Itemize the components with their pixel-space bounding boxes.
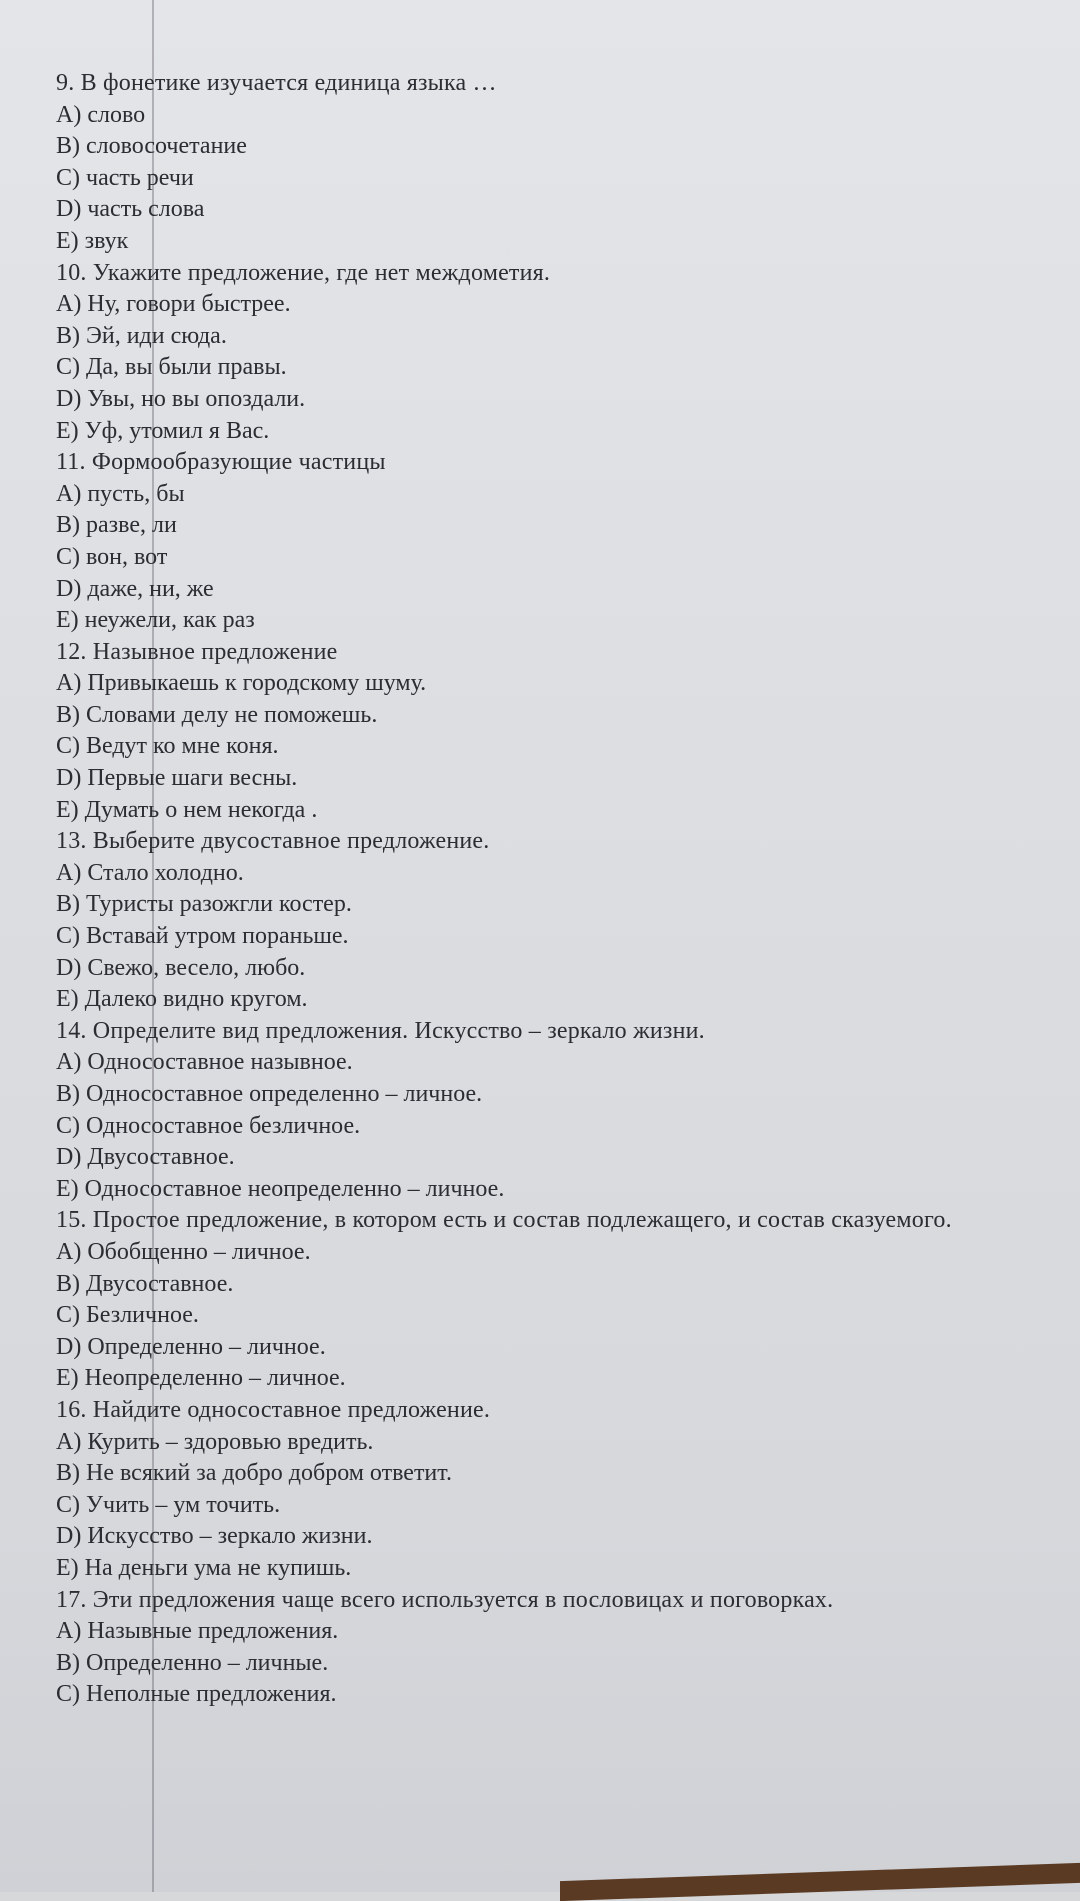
answer-option: E) Односоставное неопределенно – личное. (56, 1175, 505, 1202)
answer-option: A) Привыкаешь к городскому шуму. (56, 670, 427, 697)
answer-option: A) пусть, бы (56, 480, 185, 507)
answer-option: D) Искусство – зеркало жизни. (56, 1523, 373, 1550)
test-questions (56, 68, 1066, 1711)
question-stem: 10. Укажите предложение, где нет междометия. (56, 259, 551, 286)
question-16 (56, 1395, 1066, 1585)
question-17 (56, 1585, 1066, 1711)
answer-option: C) Учить – ум точить. (56, 1491, 281, 1518)
answer-option: E) Уф, утомил я Вас. (56, 417, 270, 444)
answer-option: B) Словами делу не поможешь. (56, 701, 378, 728)
answer-option: E) На деньги ума не купишь. (56, 1554, 352, 1581)
answer-option: D) часть слова (56, 196, 205, 223)
answer-option: B) Односоставное определенно – личное. (56, 1081, 483, 1107)
answer-option: B) словосочетание (56, 133, 247, 160)
question-stem: 15. Простое предложение, в котором есть и состав подлежащего, и состав сказуемого. (56, 1207, 952, 1234)
question-stem: 14. Определите вид предложения. Искусство – зеркало жизни. (56, 1017, 705, 1044)
answer-option: D) Свежо, весело, любо. (56, 954, 306, 981)
answer-option: E) звук (56, 227, 129, 254)
answer-option: C) Безличное. (56, 1302, 199, 1329)
answer-option: C) Односоставное безличное. (56, 1112, 361, 1139)
question-12 (56, 637, 1066, 827)
answer-option: C) вон, вот (56, 543, 168, 570)
answer-option: C) часть речи (56, 164, 194, 191)
question-15 (56, 1205, 1066, 1395)
answer-option: E) Неопределенно – личное. (56, 1365, 346, 1392)
answer-option: D) даже, ни, же (56, 575, 214, 602)
answer-option: A) слово (56, 101, 146, 128)
answer-option: C) Да, вы были правы. (56, 354, 287, 381)
question-stem: 16. Найдите односоставное предложение. (56, 1396, 491, 1423)
answer-option: A) Ну, говори быстрее. (56, 291, 291, 318)
answer-option: B) Двусоставное. (56, 1270, 234, 1297)
question-stem: 13. Выберите двусоставное предложение. (56, 828, 490, 855)
answer-option: D) Двусоставное. (56, 1144, 235, 1171)
answer-option: B) разве, ли (56, 512, 177, 539)
question-stem: 12. Назывное предложение (56, 638, 338, 665)
answer-option: D) Увы, но вы опоздали. (56, 385, 306, 412)
answer-option: C) Ведут ко мне коня. (56, 733, 279, 760)
answer-option: A) Обобщенно – личное. (56, 1238, 311, 1265)
answer-option: C) Вставай утром пораньше. (56, 923, 349, 950)
answer-option: B) Не всякий за добро добром ответит. (56, 1460, 452, 1487)
answer-option: C) Неполные предложения. (56, 1681, 337, 1708)
answer-option: A) Назывные предложения. (56, 1618, 339, 1645)
question-stem: 9. В фонетике изучается единица языка … (56, 70, 497, 96)
question-11 (56, 447, 1066, 637)
answer-option: B) Определенно – личные. (56, 1649, 329, 1676)
answer-option: E) Далеко видно кругом. (56, 986, 308, 1013)
answer-option: A) Курить – здоровью вредить. (56, 1428, 374, 1455)
question-stem: 17. Эти предложения чаще всего используется в пословицах и поговорках. (56, 1586, 834, 1613)
question-9 (56, 68, 1066, 258)
answer-option: A) Односоставное назывное. (56, 1049, 353, 1076)
question-10 (56, 258, 1066, 448)
answer-option: A) Стало холодно. (56, 859, 244, 886)
answer-option: D) Первые шаги весны. (56, 765, 298, 792)
question-13 (56, 826, 1066, 1016)
answer-option: E) Думать о нем некогда . (56, 796, 318, 823)
question-14 (56, 1016, 1066, 1206)
answer-option: B) Туристы разожгли костер. (56, 891, 352, 918)
answer-option: D) Определенно – личное. (56, 1333, 326, 1360)
answer-option: E) неужели, как раз (56, 607, 255, 634)
question-stem: 11. Формообразующие частицы (56, 449, 386, 476)
answer-option: B) Эй, иди сюда. (56, 322, 227, 349)
